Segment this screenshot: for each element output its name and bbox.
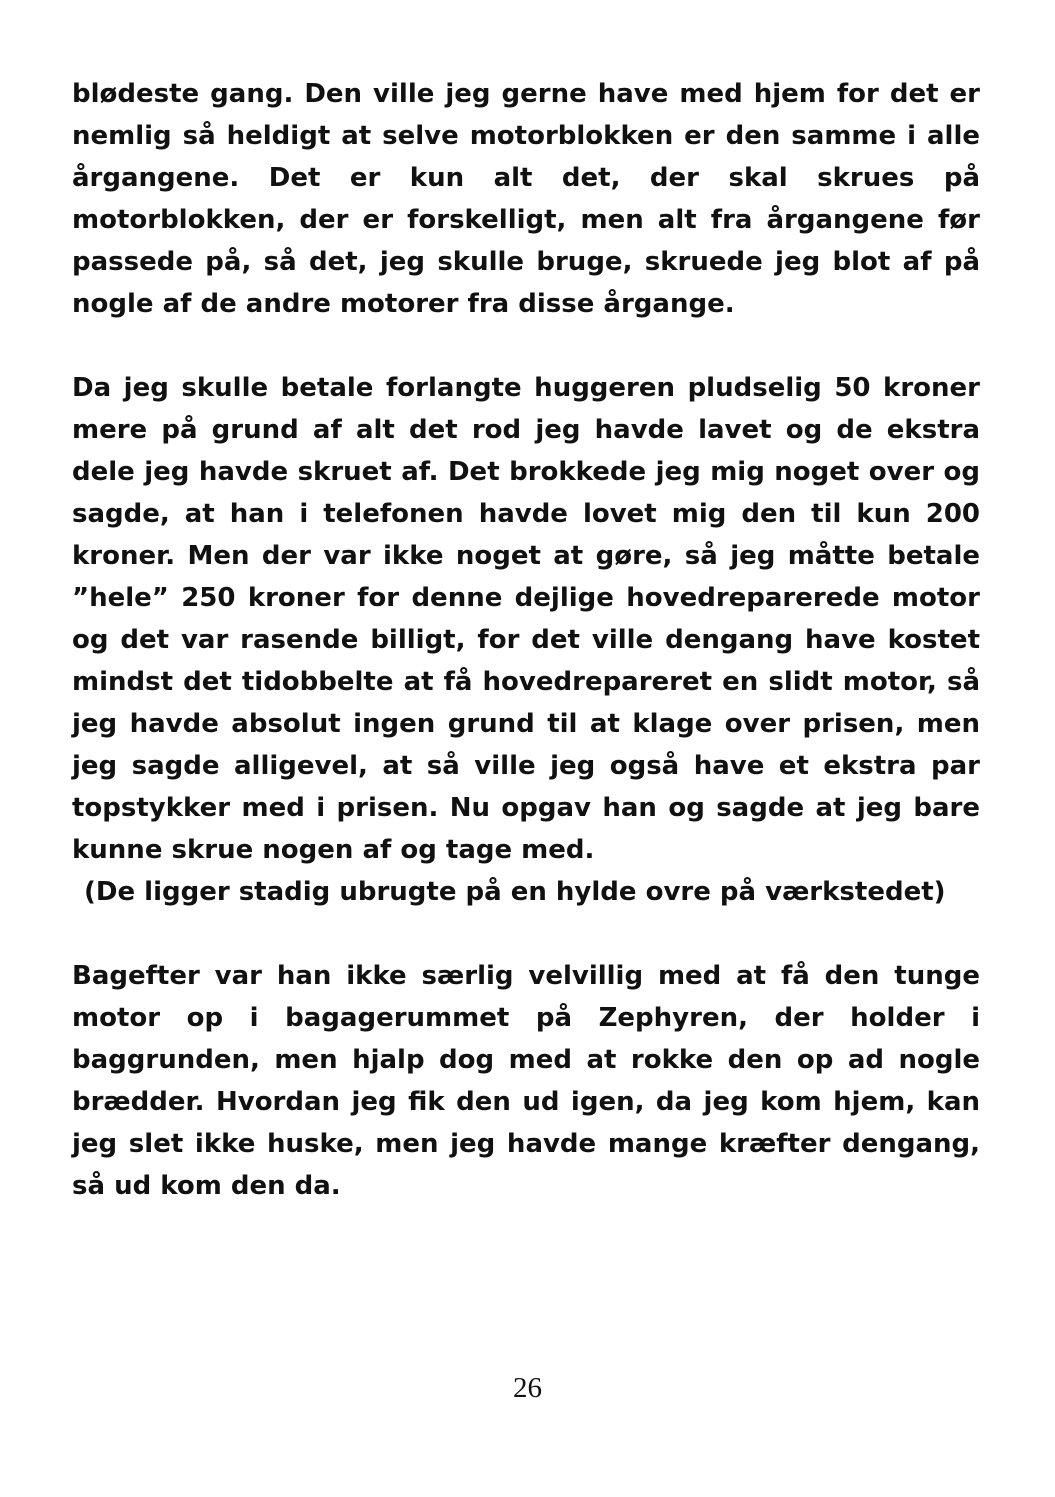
paragraph-loading: Bagefter var han ikke særlig velvillig med at få den tunge motor op i bagagerummet på Zephyren, der holder i baggrunden, men hjalp dog med at rokke den op ad nogle brædder. Hvordan jeg fik den ud igen, da jeg kom hjem, kan jeg slet ikke huske, men jeg havde mange kræfter dengang, så ud kom den da. — [72, 961, 980, 1201]
page-number: 26 — [513, 1372, 542, 1404]
body-text — [72, 73, 980, 1207]
parenthetical-note: (De ligger stadig ubrugte på en hylde ovre på værkstedet) — [84, 877, 946, 907]
paragraph-engine-block: blødeste gang. Den ville jeg gerne have med hjem for det er nemlig så heldigt at selve motorblokken er den samme i alle årgangene. Det er kun alt det, der skal skrues på motorblokken, der er forskelligt, men alt fra årgangene før passede på, så det, jeg skulle bruge, skruede jeg blot af på nogle af de andre motorer fra disse årgange. — [72, 79, 980, 319]
paragraph-payment: Da jeg skulle betale forlangte huggeren pludselig 50 kroner mere på grund af alt det rod jeg havde lavet og de ekstra dele jeg havde skruet af. Det brokkede jeg mig noget over og sagde, at han i telefonen havde lovet mig den til kun 200 kroner. Men der var ikke noget at gøre, så jeg måtte betale ”hele” 250 kroner for denne dejlige hovedreparerede motor og det var rasende billigt, for det ville dengang have kostet mindst det tidobbelte at få hovedrepareret en slidt motor, så jeg havde absolut ingen grund til at klage over prisen, men jeg sagde alligevel, at så ville jeg også have et ekstra par topstykker med i prisen. Nu opgav han og sagde at jeg bare kunne skrue nogen af og tage med. — [72, 373, 980, 865]
